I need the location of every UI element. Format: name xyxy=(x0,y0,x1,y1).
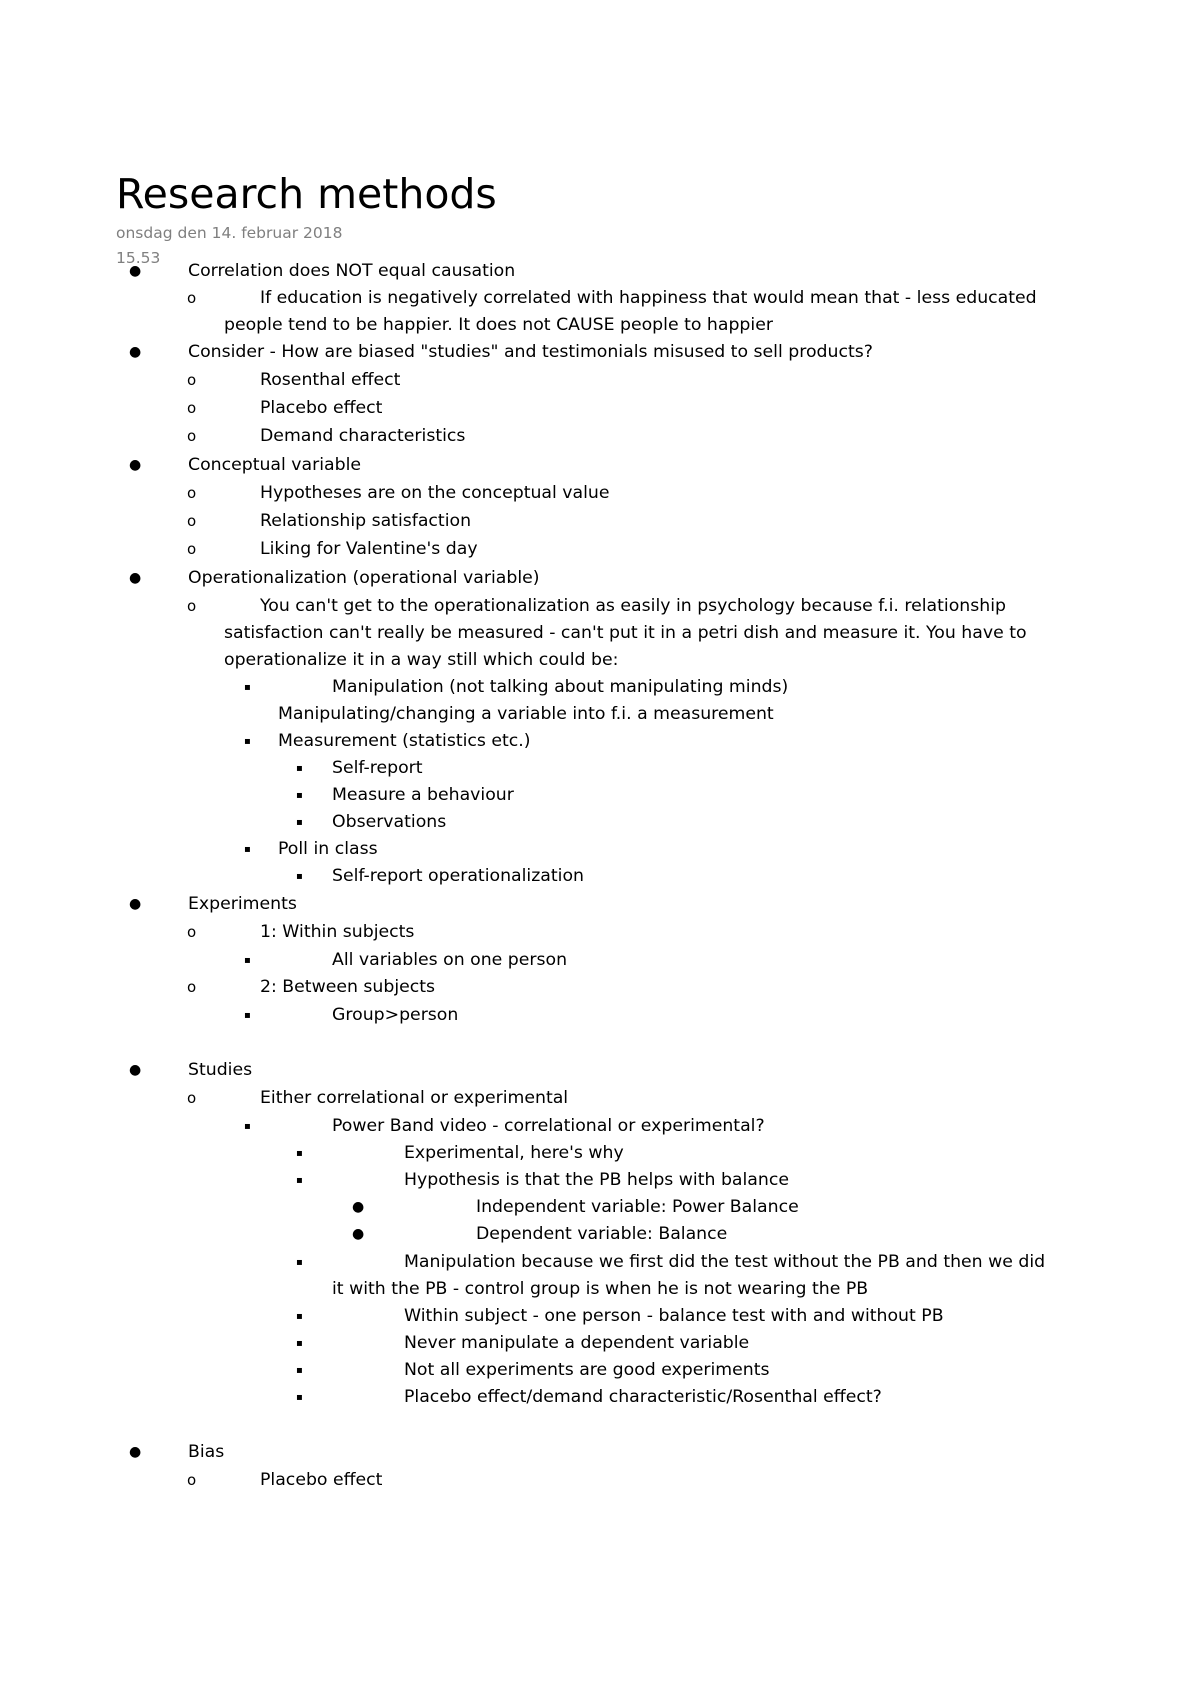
bullet-sq-icon: ▪ xyxy=(296,1175,303,1186)
bullet-disc-icon: ● xyxy=(129,1444,142,1460)
bullet-sq-icon: ▪ xyxy=(244,844,251,855)
bullet-disc-icon: ● xyxy=(129,263,142,279)
bullet-circ-icon: o xyxy=(187,289,197,307)
note-line: Correlation does NOT equal causation xyxy=(188,261,516,281)
note-line: Group>person xyxy=(332,1005,459,1025)
note-line: Power Band video - correlational or experimental? xyxy=(332,1116,765,1136)
note-line: All variables on one person xyxy=(332,950,568,970)
bullet-sq-icon: ▪ xyxy=(296,790,303,801)
bullet-disc-icon: ● xyxy=(129,344,142,360)
note-line: Consider - How are biased "studies" and testimonials misused to sell products? xyxy=(188,342,873,362)
note-line: it with the PB - control group is when he is not wearing the PB xyxy=(332,1279,869,1299)
bullet-disc-icon: ● xyxy=(129,896,142,912)
note-line: Operationalization (operational variable) xyxy=(188,568,540,588)
note-line: Demand characteristics xyxy=(260,426,466,446)
note-line: Bias xyxy=(188,1442,225,1462)
bullet-circ-icon: o xyxy=(187,484,197,502)
note-line: Hypothesis is that the PB helps with balance xyxy=(404,1170,789,1190)
note-line: Placebo effect xyxy=(260,398,383,418)
note-line: Either correlational or experimental xyxy=(260,1088,569,1108)
bullet-sq-icon: ▪ xyxy=(296,1311,303,1322)
note-line: Conceptual variable xyxy=(188,455,362,475)
note-line: Self-report operationalization xyxy=(332,866,584,886)
note-line: Within subject - one person - balance test with and without PB xyxy=(404,1306,944,1326)
note-line: 2: Between subjects xyxy=(260,977,436,997)
bullet-sq-icon: ▪ xyxy=(244,682,251,693)
bullet-circ-icon: o xyxy=(187,597,197,615)
note-line: Relationship satisfaction xyxy=(260,511,472,531)
bullet-disc-icon: ● xyxy=(129,1062,142,1078)
bullet-circ-icon: o xyxy=(187,512,197,530)
note-line: Self-report xyxy=(332,758,423,778)
bullet-sq-icon: ▪ xyxy=(244,736,251,747)
bullet-sq-icon: ▪ xyxy=(244,955,251,966)
bullet-circ-icon: o xyxy=(187,923,197,941)
note-line: Experimental, here's why xyxy=(404,1143,624,1163)
note-line: If education is negatively correlated with happiness that would mean that - less educated xyxy=(260,288,1037,308)
note-line: Experiments xyxy=(188,894,297,914)
note-line: Placebo effect/demand characteristic/Rosenthal effect? xyxy=(404,1387,882,1407)
bullet-sq-icon: ▪ xyxy=(296,1365,303,1376)
note-line: Poll in class xyxy=(278,839,378,859)
note-line: 1: Within subjects xyxy=(260,922,415,942)
note-line: Manipulating/changing a variable into f.i. a measurement xyxy=(278,704,774,724)
bullet-circ-icon: o xyxy=(187,371,197,389)
note-line: Measure a behaviour xyxy=(332,785,514,805)
note-line: satisfaction can't really be measured - can't put it in a petri dish and measure it. You have to xyxy=(224,623,1027,643)
note-line: Manipulation because we first did the test without the PB and then we did xyxy=(404,1252,1046,1272)
bullet-sq-icon: ▪ xyxy=(296,1392,303,1403)
note-time: 15.53 xyxy=(116,249,161,267)
note-line: Not all experiments are good experiments xyxy=(404,1360,770,1380)
bullet-circ-icon: o xyxy=(187,427,197,445)
note-line: Placebo effect xyxy=(260,1470,383,1490)
bullet-sq-icon: ▪ xyxy=(296,763,303,774)
bullet-circ-icon: o xyxy=(187,540,197,558)
bullet-circ-icon: o xyxy=(187,399,197,417)
note-date: onsdag den 14. februar 2018 xyxy=(116,224,343,242)
note-line: Liking for Valentine's day xyxy=(260,539,478,559)
note-line: Dependent variable: Balance xyxy=(476,1224,728,1244)
note-line: operationalize it in a way still which could be: xyxy=(224,650,619,670)
note-line: You can't get to the operationalization as easily in psychology because f.i. relationship xyxy=(260,596,1006,616)
note-line: Observations xyxy=(332,812,447,832)
note-line: Never manipulate a dependent variable xyxy=(404,1333,750,1353)
bullet-sq-icon: ▪ xyxy=(244,1121,251,1132)
note-line: Independent variable: Power Balance xyxy=(476,1197,799,1217)
bullet-disc-icon: ● xyxy=(129,570,142,586)
note-line: Studies xyxy=(188,1060,253,1080)
bullet-disc-icon: ● xyxy=(129,457,142,473)
bullet-circ-icon: o xyxy=(187,1089,197,1107)
page-title: Research methods xyxy=(116,170,497,218)
bullet-circ-icon: o xyxy=(187,1471,197,1489)
bullet-sq-icon: ▪ xyxy=(296,871,303,882)
note-line: people tend to be happier. It does not CAUSE people to happier xyxy=(224,315,773,335)
bullet-sq-icon: ▪ xyxy=(244,1010,251,1021)
note-line: Rosenthal effect xyxy=(260,370,401,390)
note-line: Measurement (statistics etc.) xyxy=(278,731,531,751)
note-line: Hypotheses are on the conceptual value xyxy=(260,483,610,503)
bullet-disc-icon: ● xyxy=(352,1199,365,1215)
bullet-circ-icon: o xyxy=(187,978,197,996)
bullet-sq-icon: ▪ xyxy=(296,1148,303,1159)
note-line: Manipulation (not talking about manipulating minds) xyxy=(332,677,789,697)
bullet-sq-icon: ▪ xyxy=(296,1257,303,1268)
bullet-disc-icon: ● xyxy=(352,1226,365,1242)
bullet-sq-icon: ▪ xyxy=(296,1338,303,1349)
bullet-sq-icon: ▪ xyxy=(296,817,303,828)
